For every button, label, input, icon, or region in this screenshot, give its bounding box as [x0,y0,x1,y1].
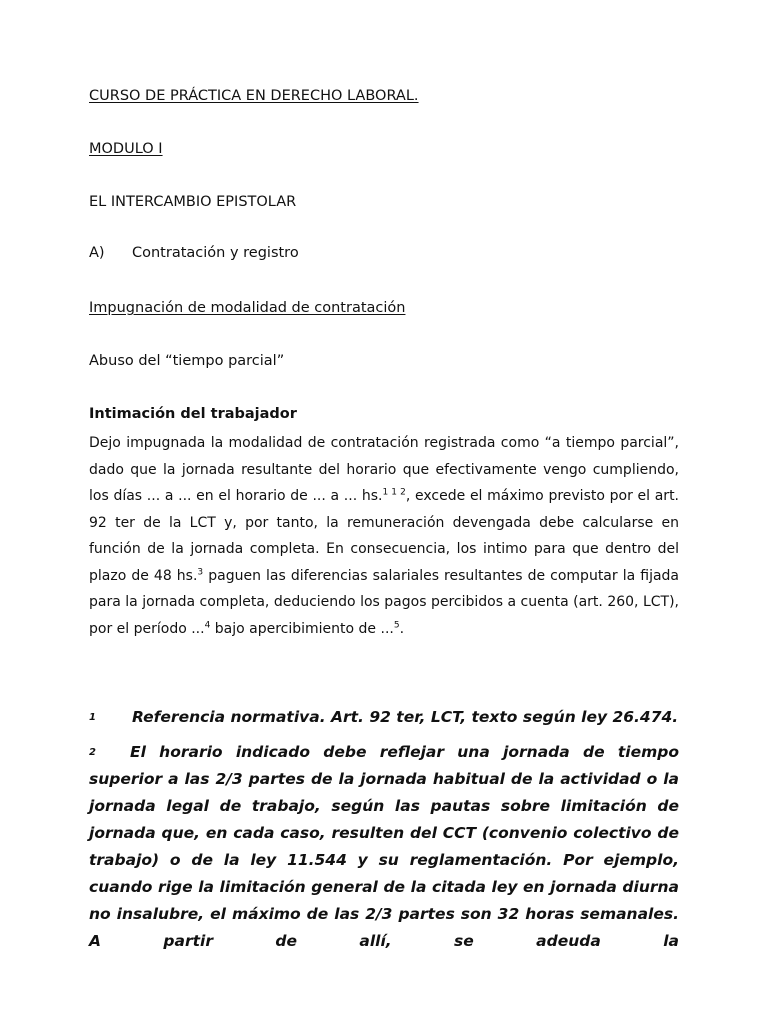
topic-title: EL INTERCAMBIO EPISTOLAR [89,194,297,210]
subsection-title: Impugnación de modalidad de contratación [89,300,406,316]
footnote-1 [89,704,679,731]
footnote-2 [89,739,679,950]
section-letter: A) [89,245,105,261]
body-text-5: . [399,620,405,637]
section-title: Contratación y registro [132,245,299,261]
letter-body [89,430,679,642]
body-text-2: , excede el máximo previsto por el art. 92 ter de la LCT y, por tanto, la remuneración devengada debe calcularse en función de la jornada completa. En consecuencia, los intimo para que dentro del plazo de 48 hs. [89,488,680,584]
footnote-1-mark: 1 [89,712,96,723]
footnote-ref-5: 5 [393,619,400,630]
course-title: CURSO DE PRÁCTICA EN DERECHO LABORAL. [89,88,419,104]
body-text-3: paguen las diferencias salariales resultantes de computar la fijada para la jornada completa, deduciendo los pagos percibidos a cuenta (art. 260, LCT), por el período ... [89,567,679,637]
footnote-2-text: El horario indicado debe reflejar una jornada de tiempo superior a las 2/3 partes de la jornada habitual de la actividad o la jornada legal de trabajo, según las pautas sobre limitación de jornada que, en cada caso, resulten del CCT (convenio colectivo de trabajo) o de la ley 11.544 y su reglamentación. Por ejemplo, cuando rige la limitación general de la citada ley en jornada diurna no insalubre, el máximo de las 2/3 partes son 32 horas semanales. A partir de allí, se adeuda la [89,743,679,950]
case-title: Abuso del “tiempo parcial” [89,353,285,369]
footnote-ref-4: 4 [204,619,211,630]
footnote-1-text: Referencia normativa. Art. 92 ter, LCT, texto según ley 26.474. [132,708,679,726]
section-heading [89,245,299,261]
footnote-2-mark: 2 [89,747,96,758]
footnote-ref-3: 3 [197,566,204,577]
body-text-4: bajo apercibimiento de ... [210,620,394,637]
letter-title: Intimación del trabajador [89,406,297,422]
footnote-ref-1-2: 1 1 2 [382,487,406,498]
module-title: MODULO I [89,141,163,157]
body-text-1: Dejo impugnada la modalidad de contratación registrada como “a tiempo parcial”, dado que la jornada resultante del horario que efectivamente vengo cumpliendo, los días ... a ... en el horario de ... a ... hs. [89,435,679,504]
